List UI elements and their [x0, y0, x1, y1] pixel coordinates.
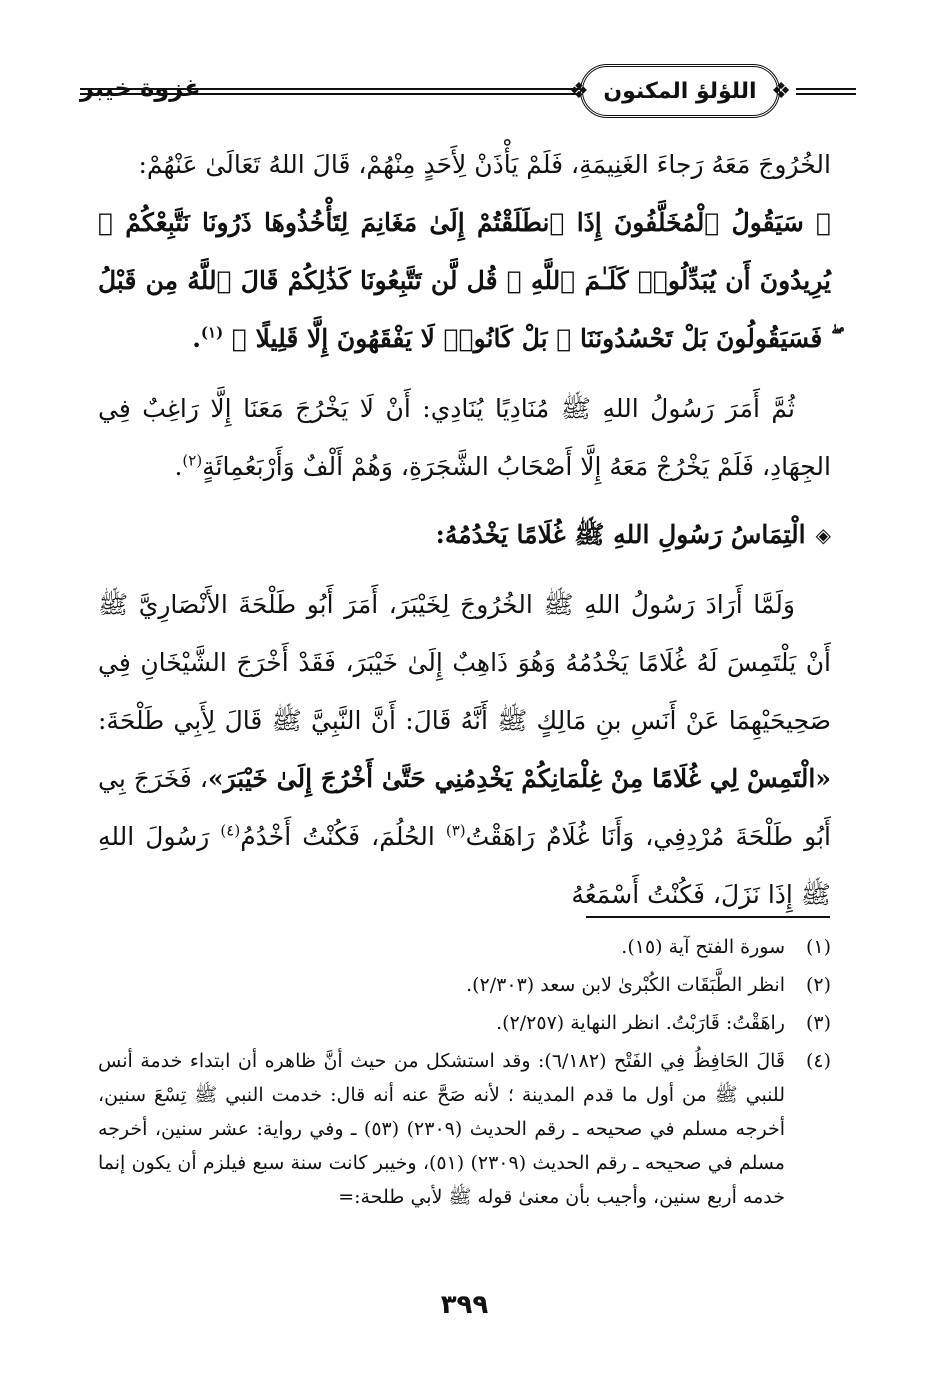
main-text: [98, 136, 831, 924]
running-header: [80, 58, 856, 124]
paragraph-text: ، فَخَرَجَ بِي أَبُو طَلْحَةَ مُرْدِفِي، وَأَنَا غُلَامٌ رَاهَقْتُ: [98, 764, 831, 851]
footnote: [98, 1044, 831, 1214]
paragraph-text: وَلَمَّا أَرَادَ رَسُولُ اللهِ ﷺ الخُرُوجَ لِخَيْبَرَ، أَمَرَ أَبُو طَلْحَةَ الأَنْصَارِيَّ ﷺ أَنْ يَلْتَمِسَ لَهُ غُلَامًا يَخْدُمُهُ وَهُوَ ذَاهِبٌ إِلَىٰ خَيْبَرَ، فَقَدْ أَخْرَجَ الشَّيْخَانِ فِي صَحِيحَيْهِمَا عَنْ أَنَسِ بنِ مَالِكٍ ﷺ أَنَّهُ قَالَ: أَنَّ النَّبِيَّ ﷺ قَالَ لِأَبِي طَلْحَةَ:: [98, 590, 831, 735]
chapter-title: غزوة خيبر: [80, 74, 201, 102]
paragraph-text: الخُرُوجَ مَعَهُ رَجاءَ الغَنِيمَةِ، فَلَمْ يَأْذَنْ لِأَحَدٍ مِنْهُمْ، قَالَ اللهُ تَعَالَىٰ عَنْهُمْ:: [138, 150, 831, 179]
footnote-number: (١): [805, 936, 831, 958]
footnote-separator: [586, 916, 830, 918]
footnote: [98, 930, 831, 964]
header-rule-right: [796, 88, 856, 95]
footnote: [98, 968, 831, 1002]
paragraph-text: رَسُولَ اللهِ ﷺ إِذَا نَزَلَ، فَكُنْتُ أَسْمَعُهُ: [98, 822, 831, 909]
verse-text: ﴿ سَيَقُولُ ٱلْمُخَلَّفُونَ إِذَا ٱنطَلَقْتُمْ إِلَىٰ مَغَانِمَ لِتَأْخُذُوهَا ذَرُونَا نَتَّبِعْكُمْ ۖ يُرِيدُونَ أَن يُبَدِّلُوا۟ كَلَـٰمَ ٱللَّهِ ۚ قُل لَّن تَتَّبِعُونَا كَذَٰلِكُمْ قَالَ ٱللَّهُ مِن قَبْلُ ۖ فَسَيَقُولُونَ بَلْ تَحْسُدُونَنَا ۚ بَلْ كَانُوا۟ لَا يَفْقَهُونَ إِلَّا قَلِيلًا ﴾: [98, 208, 831, 353]
heading-text: الْتِمَاسُ رَسُولِ اللهِ ﷺ غُلَامًا يَخْدُمُهُ:: [435, 520, 806, 549]
footnote-text: انظر الطَّبَقَات الكُبْرىٰ لابن سعد (٢/٣٠٣).: [466, 974, 785, 996]
paragraph: [98, 576, 831, 924]
paragraph-text: الحُلُمَ، فَكُنْتُ أَخْدُمُ: [240, 822, 446, 851]
paragraph: [98, 136, 831, 194]
footnote-ref: (١): [200, 323, 224, 342]
page-number: ٣٩٩: [440, 1290, 489, 1320]
section-heading: [98, 506, 831, 564]
footnote-number: (٤): [805, 1050, 831, 1072]
footnote-number: (٣): [805, 1012, 831, 1034]
footnote-number: (٢): [805, 974, 831, 996]
hadith-quote: «الْتَمِسْ لِي غُلَامًا مِنْ غِلْمَانِكُمْ يَخْدِمُنِي حَتَّىٰ أَخْرُجَ إِلَىٰ خَيْبَرَ»: [207, 764, 831, 793]
paragraph: ثُمَّ أَمَرَ رَسُولُ اللهِ ﷺ مُنَادِيًا يُنَادِي: أَنْ لَا يَخْرُجَ مَعَنَا إِلَّا رَاغِبٌ فِي الجِهَادِ، فَلَمْ يَخْرُجْ مَعَهُ إِلَّا أَصْحَابُ الشَّجَرَةِ، وَهُمْ أَلْفٌ وَأَرْبَعُمِائَةٍ$^{(٢)}$.: [98, 394, 831, 481]
footnote-text: سورة الفتح آية (١٥).: [621, 936, 785, 958]
book-title: ❖ اللؤلؤ المكنون: [603, 78, 757, 104]
diamond-bullet-icon: ◈: [815, 523, 831, 547]
footnote-text: قَالَ الحَافِظُ فِي الفَتْح (٦/١٨٢): وقد استشكل من حيث أنَّ ظاهره أن ابتداء خدمة أنس للنبي ﷺ من أول ما قدم المدينة ؛ لأنه صَحَّ عنه أنه قال: خدمت النبي ﷺ تِسْعَ سنين، أخرجه مسلم في صحيحه ـ رقم الحديث (٢٣٠٩) (٥٣) ـ وفي رواية: عشر سنين، أخرجه مسلم في صحيحه ـ رقم الحديث (٢٣٠٩) (٥١)، وخيبر كانت سنة سبع فيلزم أن يكون إنما خدمه أربع سنين، وأجيب بأن معنىٰ قوله ﷺ لأبي طلحة:=: [98, 1050, 786, 1208]
paragraph-text: ثُمَّ أَمَرَ رَسُولُ اللهِ ﷺ مُنَادِيًا يُنَادِي: أَنْ لَا يَخْرُجَ مَعَنَا إِلَّا رَاغِبٌ فِي الجِهَادِ، فَلَمْ يَخْرُجْ مَعَهُ إِلَّا أَصْحَابُ الشَّجَرَةِ، وَهُمْ أَلْفٌ وَأَرْبَعُمِائَةٍ: [98, 394, 831, 481]
footnotes: [98, 930, 831, 1218]
footnote: [98, 1006, 831, 1040]
quran-verse: ﴿ سَيَقُولُ ٱلْمُخَلَّفُونَ إِذَا ٱنطَلَقْتُمْ إِلَىٰ مَغَانِمَ لِتَأْخُذُوهَا ذَرُونَا نَتَّبِعْكُمْ ۖ يُرِيدُونَ أَن يُبَدِّلُوا۟ كَلَـٰمَ ٱللَّهِ ۚ قُل لَّن تَتَّبِعُونَا كَذَٰلِكُمْ قَالَ ٱللَّهُ مِن قَبْلُ ۖ فَسَيَقُولُونَ بَلْ تَحْسُدُونَنَا ۚ بَلْ كَانُوا۟ لَا يَفْقَهُونَ إِلَّا قَلِيلًا ﴾ $^{(١)}$.: [98, 208, 831, 353]
footnote-ref: (٤): [220, 821, 241, 840]
footnote-ref: (٢): [182, 451, 203, 470]
footnote-text: راهَقْتُ: قَارَبْتُ. انظر النهاية (٢/٢٥٧).: [496, 1012, 785, 1034]
footnote-ref: (٣): [445, 821, 466, 840]
book-title-cartouche: [580, 64, 780, 118]
